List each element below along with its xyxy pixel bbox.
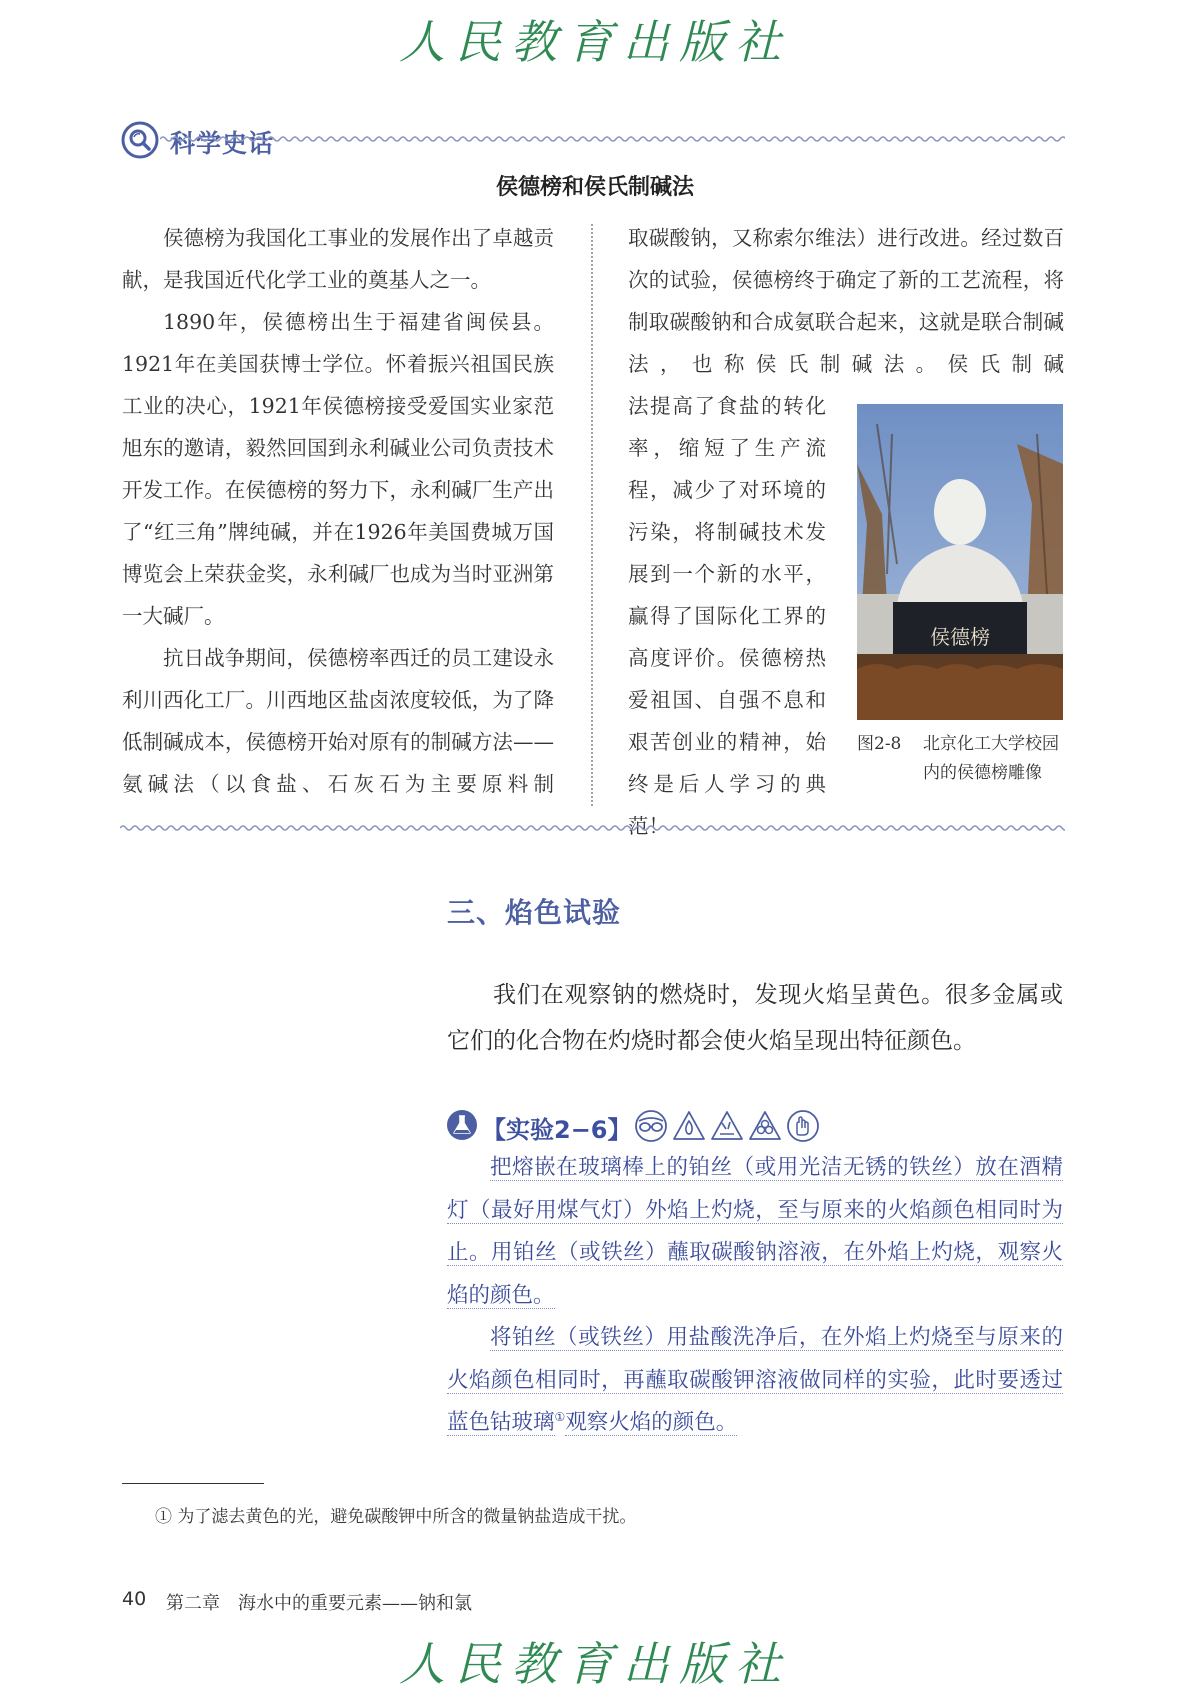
wave-divider-top xyxy=(160,134,1065,144)
section-heading: 三、焰色试验 xyxy=(447,896,622,929)
experiment-text: 把熔嵌在玻璃棒上的铂丝（或用光洁无锈的铁丝）放在酒精灯（最好用煤气灯）外焰上灼烧，至与原来的火焰颜色相同时为止。用铂丝（或铁丝）蘸取碳酸钠溶液，在外焰上灼烧，观察火焰的颜色。 xyxy=(447,1155,1063,1308)
article-title: 侯德榜和侯氏制碱法 xyxy=(495,175,694,200)
figure-caption: 北京化工大学校园 xyxy=(923,734,1059,754)
publisher-watermark-top: 人民教育出版社 xyxy=(399,15,791,69)
experiment-header xyxy=(446,1108,866,1144)
wave-divider-bottom xyxy=(120,823,1065,833)
article-left-column xyxy=(122,217,554,805)
fire-hazard-icon xyxy=(672,1109,706,1143)
article-right-column-narrow xyxy=(628,385,826,847)
page-number: 40 xyxy=(122,1588,147,1610)
footnote-rule xyxy=(122,1483,264,1484)
section-intro xyxy=(447,972,1063,1064)
intro-paragraph: 我们在观察钠的燃烧时，发现火焰呈黄色。很多金属或它们的化合物在灼烧时都会使火焰呈现出特征颜色。 xyxy=(447,982,1063,1054)
article-paragraph: 抗日战争期间，侯德榜率西迁的员工建设永利川西化工厂。川西地区盐卤浓度较低，为了降低制碱成本，侯德榜开始对原有的制碱方法——氨碱法（以食盐、石灰石为主要原料制 xyxy=(122,646,554,796)
chapter-title: 第二章 海水中的重要元素——钠和氯 xyxy=(166,1593,472,1614)
experiment-title: 【实验2−6】 xyxy=(482,1116,632,1144)
experiment-paragraph xyxy=(447,1147,1063,1317)
article-paragraph: 法提高了食盐的转化率，缩短了生产流程，减少了对环境的污染，将制碱技术发展到一个新的水平，赢得了国际化工界的高度评价。侯德榜热爱祖国、自强不息和艰苦创业的精神，始终是后人学习的典范！ xyxy=(628,394,826,838)
hand-wash-icon xyxy=(786,1109,820,1143)
goggles-icon xyxy=(634,1109,668,1143)
plinth-inscription: 侯德榜 xyxy=(930,625,990,649)
flask-icon xyxy=(446,1109,478,1141)
figure-label: 图2-8 xyxy=(857,734,902,754)
magnifier-icon xyxy=(120,120,160,160)
article-paragraph: 1890年，侯德榜出生于福建省闽侯县。1921年在美国获博士学位。怀着振兴祖国民族工业的决心，1921年侯德榜接受爱国实业家范旭东的邀请，毅然回国到永利碱业公司负责技术开发工作。在侯德榜的努力下，永利碱厂生产出了“红三角”牌纯碱，并在1926年美国费城万国博览会上荣获金奖，永利碱厂也成为当时亚洲第一大碱厂。 xyxy=(122,310,554,628)
experiment-text: 将铂丝（或铁丝）用盐酸洗净后，在外焰上灼烧至与原来的火焰颜色相同时，再蘸取碳酸钾溶液做同样的实验，此时要透过蓝色钴玻璃 xyxy=(447,1325,1063,1435)
heating-icon xyxy=(748,1109,782,1143)
experiment-body xyxy=(447,1147,1063,1445)
article-right-column-top xyxy=(628,217,1064,385)
experiment-text: 观察火焰的颜色。 xyxy=(565,1410,738,1435)
publisher-watermark-bottom: 人民教育出版社 xyxy=(399,1637,791,1691)
footnote-marker[interactable]: ① xyxy=(554,1409,566,1424)
science-history-label: 科学史话 xyxy=(170,129,275,158)
bust-photo xyxy=(857,404,1063,720)
experiment-paragraph xyxy=(447,1317,1063,1445)
corrosive-icon xyxy=(710,1109,744,1143)
article-paragraph: 取碳酸钠，又称索尔维法）进行改进。经过数百次的试验，侯德榜终于确定了新的工艺流程，将制取碳酸钠和合成氨联合起来，这就是联合制碱法，也称侯氏制碱法。侯氏制碱 xyxy=(628,226,1064,376)
column-divider xyxy=(591,224,593,806)
footnote: ① 为了滤去黄色的光，避免碳酸钾中所含的微量钠盐造成干扰。 xyxy=(155,1507,637,1527)
figure-caption: 内的侯德榜雕像 xyxy=(923,763,1042,783)
article-paragraph: 侯德榜为我国化工事业的发展作出了卓越贡献，是我国近代化学工业的奠基人之一。 xyxy=(122,226,554,292)
